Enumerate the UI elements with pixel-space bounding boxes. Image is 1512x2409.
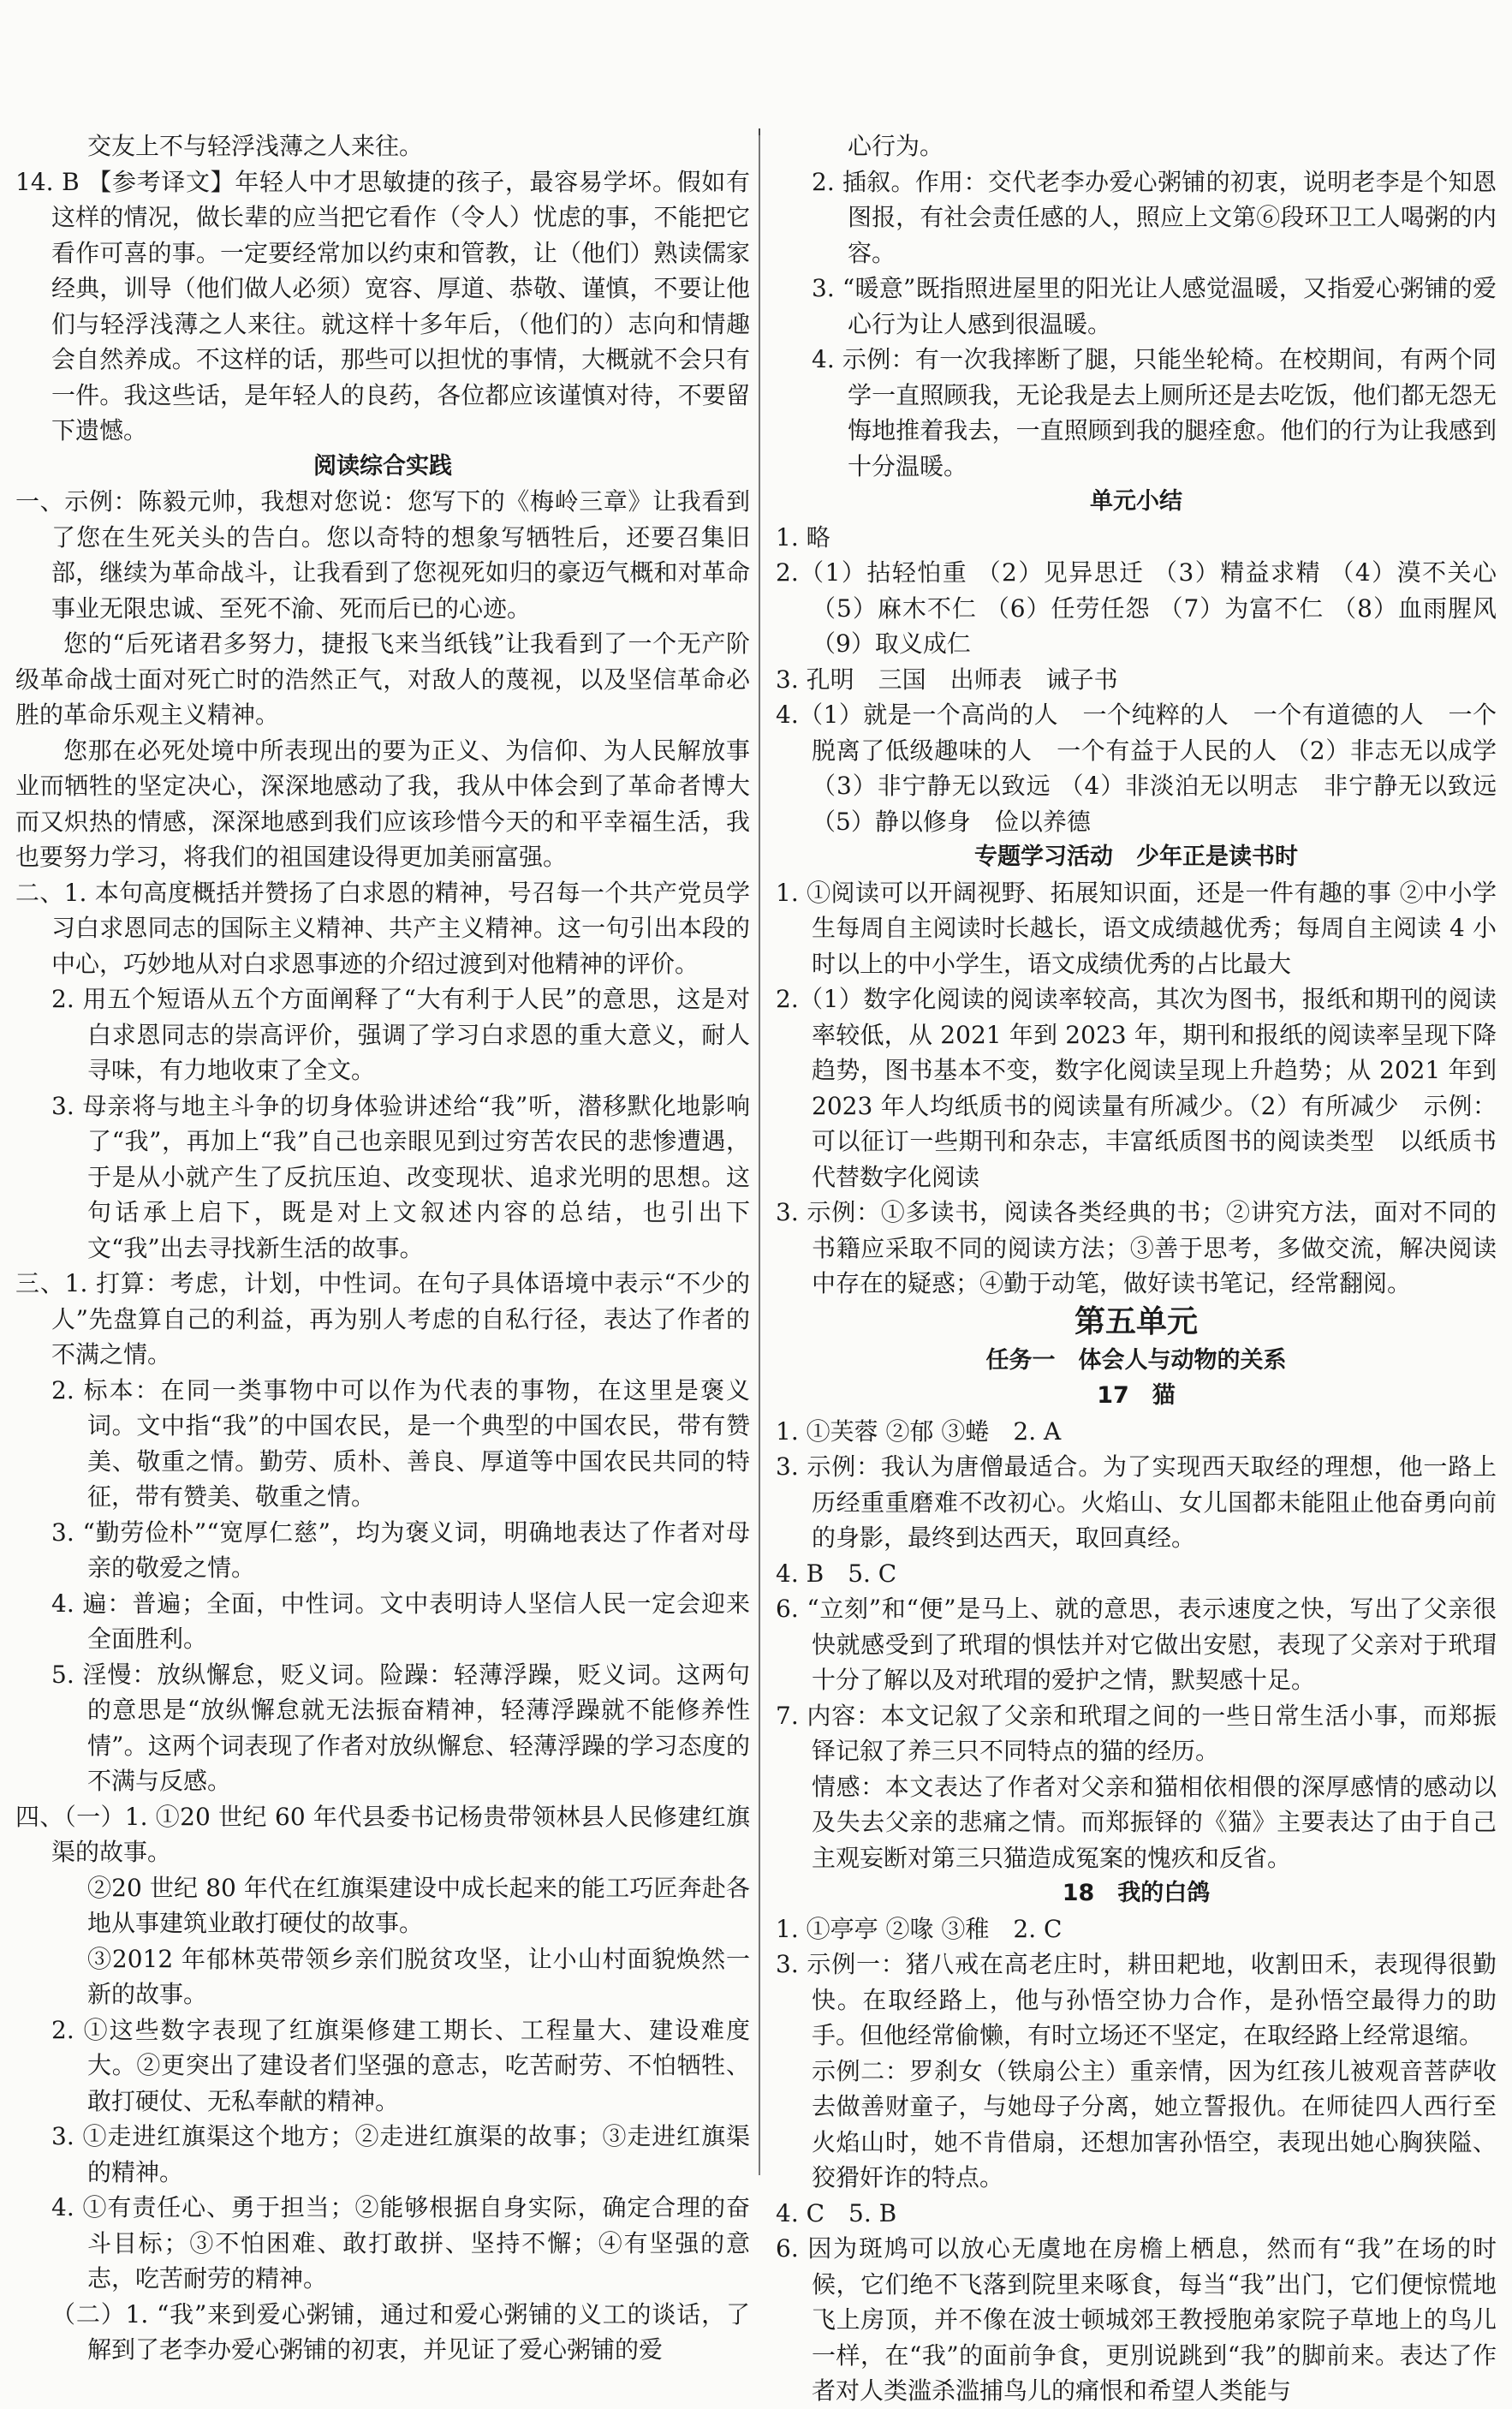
answer-paragraph: 交友上不与轻浮浅薄之人来往。	[87, 132, 424, 160]
answer-paragraph: 心行为。	[848, 132, 944, 160]
answer-paragraph: 3. ①走进红旗渠这个地方；②走进红旗渠的故事；③走进红旗渠的精神。	[51, 2122, 750, 2186]
section-heading: 17 猫	[1097, 1382, 1176, 1409]
answer-paragraph: 3. 示例：我认为唐僧最适合。为了实现西天取经的理想，他一路上历经重重磨难不改初心。火焰山、女儿国都未能阻止他奋勇向前的身影，最终到达西天，取回真经。	[776, 1452, 1497, 1552]
answer-paragraph: 4. C 5. B	[776, 2198, 897, 2227]
answer-paragraph: 2. 标本：在同一类事物中可以作为代表的事物，在这里是褒义词。文中指“我”的中国农民，是一个典型的中国农民，带有赞美、敬重之情。勤劳、质朴、善良、厚道等中国农民共同的特征，带有赞美、敬重之情。	[51, 1375, 750, 1511]
answer-paragraph: 6. 因为斑鸠可以放心无虞地在房檐上栖息，然而有“我”在场的时候，它们绝不飞落到院里来啄食，每当“我”出门，它们便惊慌地飞上房顶，并不像在波士顿城郊王教授胞弟家院子草地上的鸟儿一样，在“我”的面前争食，更別说跳到“我”的脚前来。表达了作者对人类滥杀滥捕鸟儿的痛恨和希望人类能与	[776, 2234, 1497, 2405]
answer-paragraph: 2. ①这些数字表现了红旗渠修建工期长、工程量大、建设难度大。②更突出了建设者们坚强的意志，吃苦耐劳、不怕牺牲、敢打硬仗、无私奉献的精神。	[51, 2015, 750, 2115]
answer-paragraph: 4. B 5. C	[776, 1559, 897, 1588]
answer-paragraph: （二）1. “我”来到爱心粥铺，通过和爱心粥铺的义工的谈话，了解到了老李办爱心粥铺的初衷，并见证了爱心粥铺的爱	[51, 2299, 750, 2364]
answer-paragraph: 2.（1）数字化阅读的阅读率较高，其次为图书，报纸和期刊的阅读率较低，从 2021 年到 2023 年，期刊和报纸的阅读率呈现下降趋势，图书基本不变，数字化阅读呈现上升趋势；从 2021 年到 2023 年人均纸质书的阅读量有所减少。（2）有所减少 示例：可以征订一些期刊和杂志，丰富纸质图书的阅读类型 以纸质书代替数字化阅读	[776, 985, 1497, 1191]
answer-paragraph: 一、示例：陈毅元帅，我想对您说：您写下的《梅岭三章》让我看到了您在生死关头的告白。您以奇特的想象写牺牲后，还要召集旧部，继续为革命战斗，让我看到了您视死如归的豪迈气概和对革命事业无限忠诚、至死不渝、死而后已的心迹。	[15, 487, 750, 623]
answer-paragraph: 三、1. 打算：考虑，计划，中性词。在句子具体语境中表示“不少的人”先盘算自己的利益，再为别人考虑的自私行径，表达了作者的不满之情。	[15, 1269, 750, 1368]
answer-paragraph: 7. 内容：本文记叙了父亲和玳瑁之间的一些日常生活小事，而郑振铎记叙了养三只不同特点的猫的经历。	[776, 1701, 1497, 1765]
answer-paragraph: 示例二：罗刹女（铁扇公主）重亲情，因为红孩儿被观音菩萨收去做善财童子，与她母子分离，她立誓报仇。在师徒四人西行至火焰山时，她不肯借扇，还想加害孙悟空，表现出她心胸狭隘、狡猾奸诈的特点。	[812, 2056, 1497, 2191]
answer-paragraph: 3. “勤劳俭朴”“宽厚仁慈”，均为褒义词，明确地表达了作者对母亲的敬爱之情。	[51, 1518, 750, 1582]
answer-paragraph: 4. ①有责任心、勇于担当；②能够根据自身实际，确定合理的奋斗目标；③不怕困难、敢打敢拼、坚持不懈；④有坚强的意志，吃苦耐劳的精神。	[51, 2193, 750, 2293]
column-divider	[759, 128, 760, 2175]
answer-paragraph: 四、（一）1. ①20 世纪 60 年代县委书记杨贵带领林县人民修建红旗渠的故事。	[15, 1802, 750, 1866]
answer-paragraph: 1. ①芙蓉 ②郁 ③蜷 2. A	[776, 1416, 1062, 1446]
answer-paragraph: 3. 示例一：猪八戒在高老庄时，耕田耙地，收割田禾，表现得很勤快。在取经路上，他与孙悟空协力合作，是孙悟空最得力的助手。但他经常偷懒，有时立场还不坚定，在取经路上经常退缩。	[776, 1950, 1497, 2049]
answer-paragraph: ②20 世纪 80 年代在红旗渠建设中成长起来的能工巧匠奔赴各地从事建筑业敢打硬仗的故事。	[87, 1873, 750, 1937]
answer-paragraph: 2.（1）拈轻怕重 （2）见异思迁 （3）精益求精 （4）漠不关心 （5）麻木不仁 （6）任劳任怨 （7）为富不仁 （8）血雨腥风 （9）取义成仁	[776, 558, 1497, 658]
answer-paragraph: 二、1. 本句高度概括并赞扬了白求恩的精神，号召每一个共产党员学习白求恩同志的国际主义精神、共产主义精神。这一句引出本段的中心，巧妙地从对白求恩事迹的介绍过渡到对他精神的评价。	[15, 878, 750, 978]
answer-paragraph: 1. ①亭亭 ②喙 ③稚 2. C	[776, 1914, 1063, 1943]
answer-paragraph: ③2012 年郁林英带领乡亲们脱贫攻坚，让小山村面貌焕然一新的故事。	[87, 1944, 750, 2008]
answer-paragraph: 3. 示例：①多读书，阅读各类经典的书；②讲究方法，面对不同的书籍应采取不同的阅读方法；③善于思考，多做交流，解决阅读中存在的疑惑；④勤于动笔，做好读书笔记，经常翻阅。	[776, 1198, 1497, 1297]
right-column	[776, 128, 1497, 2409]
answer-paragraph: 2. 插叙。作用：交代老李办爱心粥铺的初衷，说明老李是个知恩图报，有社会责任感的人，照应上文第⑥段环卫工人喝粥的内容。	[812, 167, 1497, 267]
answer-paragraph: 1. ①阅读可以开阔视野、拓展知识面，还是一件有趣的事 ②中小学生每周自主阅读时长越长，语文成绩越优秀；每周自主阅读 4 小时以上的中小学生，语文成绩优秀的占比最大	[776, 878, 1497, 978]
column-divider-cap	[759, 128, 760, 135]
answer-paragraph: 您的“后死诸君多努力，捷报飞来当纸钱”让我看到了一个无产阶级革命战士面对死亡时的浩然正气，对敌人的蔑视，以及坚信革命必胜的革命乐观主义精神。	[15, 629, 750, 729]
answer-paragraph: 您那在必死处境中所表现出的要为正义、为信仰、为人民解放事业而牺牲的坚定决心，深深地感动了我，我从中体会到了革命者博大而又炽热的情感，深深地感到我们应该珍惜今天的和平幸福生活，我也要努力学习，将我们的祖国建设得更加美丽富强。	[15, 736, 750, 871]
answer-paragraph: 3. 母亲将与地主斗争的切身体验讲述给“我”听，潜移默化地影响了“我”，再加上“我”自己也亲眼见到过穷苦农民的悲惨遭遇，于是从小就产生了反抗压迫、改变现状、追求光明的思想。这句话承上启下，既是对上文叙述内容的总结，也引出下文“我”出去寻找新生活的故事。	[51, 1091, 750, 1262]
answer-paragraph: 2. 用五个短语从五个方面阐释了“大有利于人民”的意思，这是对白求恩同志的崇高评价，强调了学习白求恩的重大意义，耐人寻味，有力地收束了全文。	[51, 985, 750, 1084]
answer-paragraph: 1. 略	[776, 522, 830, 552]
answer-paragraph: 3. 孔明 三国 出师表 诫子书	[776, 665, 1118, 694]
answer-paragraph: 5. 淫慢：放纵懈怠，贬义词。险躁：轻薄浮躁，贬义词。这两句的意思是“放纵懈怠就无法振奋精神，轻薄浮躁就不能修养性情”。这两个词表现了作者对放纵懈怠、轻薄浮躁的学习态度的不满与反感。	[51, 1660, 750, 1795]
answer-paragraph: 4. 示例：有一次我摔断了腿，只能坐轮椅。在校期间，有两个同学一直照顾我，无论我是去上厕所还是去吃饭，他们都无怨无悔地推着我去，一直照顾到我的腿痊愈。他们的行为让我感到十分温暖。	[812, 345, 1497, 480]
section-heading: 专题学习活动 少年正是读书时	[974, 844, 1298, 870]
section-heading: 单元小结	[1090, 488, 1182, 515]
section-heading: 阅读综合实践	[313, 452, 452, 480]
answer-paragraph: 6. “立刻”和“便”是马上、就的意思，表示速度之快，写出了父亲很快就感受到了玳瑁的惧怯并对它做出安慰，表现了父亲对于玳瑁十分了解以及对玳瑁的爱护之情，默契感十足。	[776, 1595, 1497, 1694]
answer-paragraph: 14. B 【参考译文】年轻人中才思敏捷的孩子，最容易学坏。假如有这样的情况，做长辈的应当把它看作（令人）忧虑的事，不能把它看作可喜的事。一定要经常加以约束和管教，让（他们）熟读儒家经典，训导（他们做人必须）宽容、厚道、恭敬、谨慎，不要让他们与轻浮浅薄之人来往。就这样十多年后，（他们的）志向和情趣会自然养成。不这样的话，那些可以担忧的事情，大概就不会只有一件。我这些话，是年轻人的良药，各位都应该谨慎对待，不要留下遗憾。	[15, 167, 750, 444]
answer-paragraph: 3. “暖意”既指照进屋里的阳光让人感觉温暖，又指爱心粥铺的爱心行为让人感到很温暖。	[812, 274, 1497, 338]
unit-heading: 第五单元	[1074, 1303, 1198, 1339]
left-column	[15, 128, 750, 2368]
section-heading: 任务一 体会人与动物的关系	[985, 1346, 1287, 1374]
answer-paragraph: 情感：本文表达了作者对父亲和猫相依相偎的深厚感情的感动以及失去父亲的悲痛之情。而郑振铎的《猫》主要表达了由于自己主观妄断对第三只猫造成冤案的愧疚和反省。	[812, 1772, 1497, 1872]
answer-paragraph: 4.（1）就是一个高尚的人 一个纯粹的人 一个有道德的人 一个脱离了低级趣味的人 一个有益于人民的人 （2）非志无以成学 （3）非宁静无以致远 （4）非淡泊无以明志 非宁静无以致远 （5）静以修身 俭以养德	[776, 701, 1497, 836]
section-heading: 18 我的白鸽	[1062, 1880, 1211, 1906]
answer-paragraph: 4. 遍：普遍；全面，中性词。文中表明诗人坚信人民一定会迎来全面胜利。	[51, 1589, 750, 1653]
